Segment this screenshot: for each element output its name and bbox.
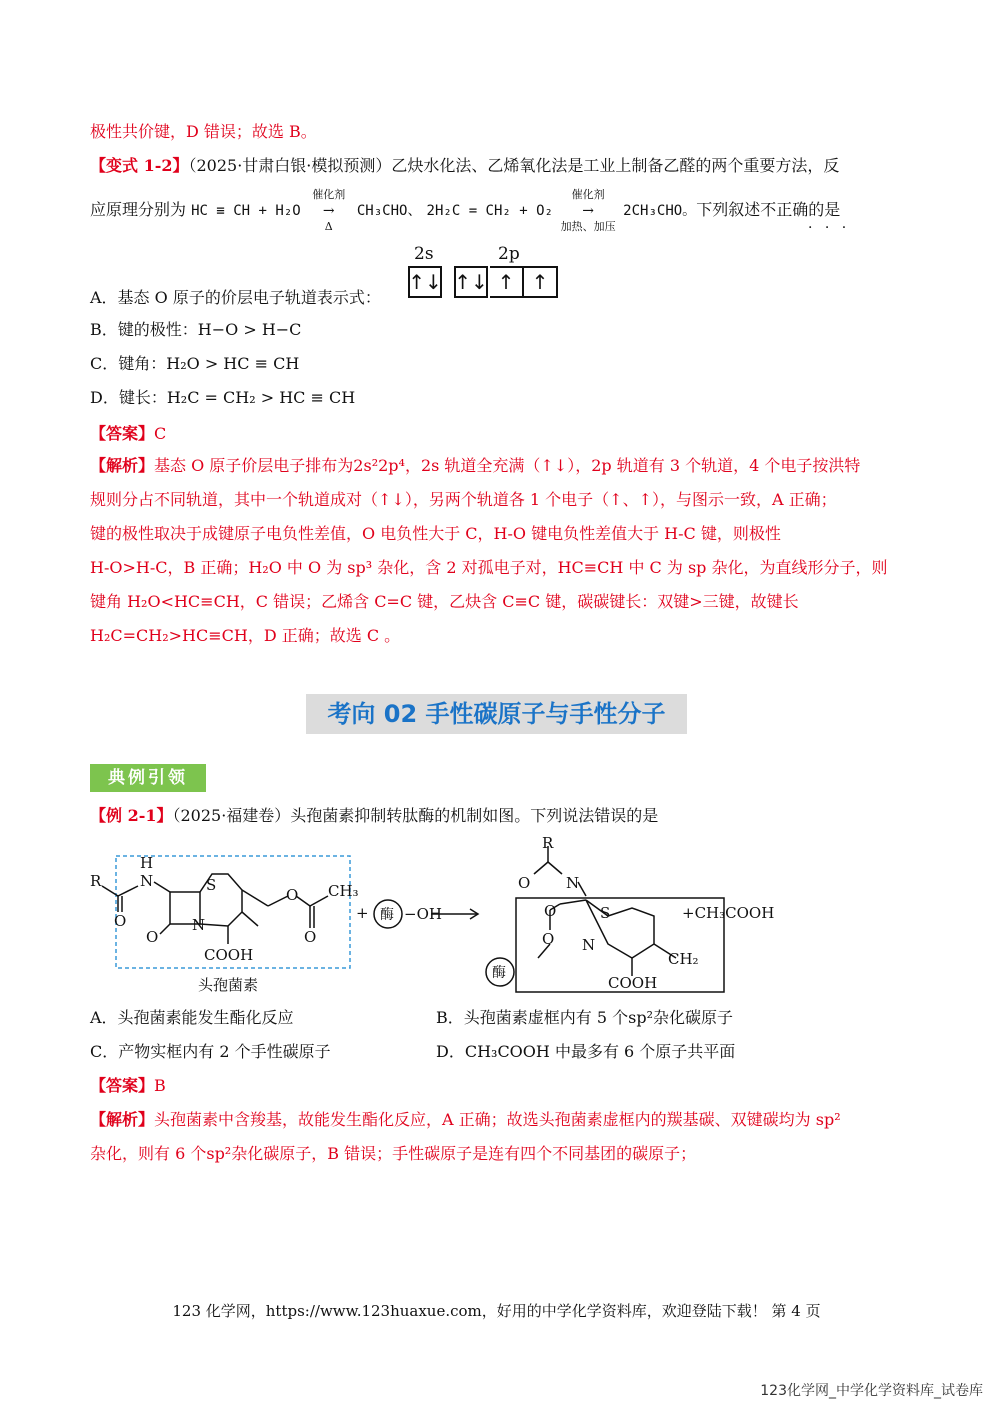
label-o-product: O xyxy=(518,874,531,892)
label-o-ester: O xyxy=(286,886,299,904)
label-n-product: N xyxy=(566,874,580,892)
emphasis-dots: · · · xyxy=(808,220,851,236)
label-r: R xyxy=(90,872,102,890)
label-n-ring-product: N xyxy=(582,936,596,954)
analysis-line-3: 键的极性取决于成键原子电负性差值，O 电负性大于 C，H-O 键电负性差值大于 H-C 键，则极性 xyxy=(90,524,781,543)
q2-option-c: C．产物实框内有 2 个手性碳原子 xyxy=(90,1042,331,1061)
label-s-product: S xyxy=(600,904,611,922)
watermark: 123化学网_中学化学资料库_试卷库 xyxy=(760,1383,983,1399)
label-ch2: CH₂ xyxy=(668,950,699,968)
option-a: A．基态 O 原子的价层电子轨道表示式： xyxy=(90,288,381,307)
label-ch3: CH₃ xyxy=(328,882,359,900)
question-1-2-stem-line2: 应原理分别为 HC ≡ CH + H₂O 催化剂 → Δ CH₃CHO、 2H₂C = CH₂ + O₂ 催化剂 → 加热、加压 2CH₃CHO。下列叙述不正确的是 xyxy=(90,187,841,233)
label-2s: 2s xyxy=(414,244,434,264)
label-2p: 2p xyxy=(498,244,520,264)
label-r-product: R xyxy=(542,834,554,852)
label-o-lactam: O xyxy=(146,928,159,946)
orbital-2p-1: ↑↓ xyxy=(454,266,488,298)
label-cooh-product: COOH xyxy=(608,974,658,992)
section-title: 考向 02 手性碳原子与手性分子 xyxy=(306,694,687,734)
question-2-1-stem: 【例 2-1】（2025·福建卷）头孢菌素抑制转肽酶的机制如图。下列说法错误的是 xyxy=(90,806,659,825)
orbital-2s: ↑↓ xyxy=(408,266,442,298)
q2-option-b: B．头孢菌素虚框内有 5 个sp²杂化碳原子 xyxy=(436,1008,733,1027)
figure-caption: 头孢菌素 xyxy=(198,976,259,994)
orbital-2p-3: ↑ xyxy=(524,266,558,298)
label-o: O xyxy=(114,912,127,930)
label-h: H xyxy=(140,854,154,872)
analysis-line-5: 键角 H₂O<HC≡CH，C 错误；乙烯含 C=C 键，乙炔含 C≡C 键，碳碳键长：双键>三键，故键长 xyxy=(90,592,799,611)
label-plus: + xyxy=(356,904,369,922)
example-badge: 典例引领 xyxy=(90,764,206,792)
question-1-2-stem-line1: 【变式 1-2】（2025·甘肃白银·模拟预测）乙炔水化法、乙烯氧化法是工业上制备乙醛的两个重要方法，反 xyxy=(90,156,840,175)
reaction-1-rhs: CH₃CHO、 xyxy=(356,203,422,219)
question-tag: 【变式 1-2】 xyxy=(90,156,189,175)
label-o-carbonyl: O xyxy=(304,928,317,946)
analysis-line-4: H-O>H-C，B 正确；H₂O 中 O 为 sp³ 杂化，含 2 对孤电子对，HC≡CH 中 C 为 sp 杂化，为直线形分子，则 xyxy=(90,558,888,577)
reaction-1-lhs: HC ≡ CH + H₂O xyxy=(191,203,301,219)
q2-analysis-line-2: 杂化，则有 6 个sp²杂化碳原子，B 错误；手性碳原子是连有四个不同基团的碳原子； xyxy=(90,1144,697,1163)
q2-option-d: D．CH₃COOH 中最多有 6 个原子共平面 xyxy=(436,1042,736,1061)
label-enzyme-product: 酶 xyxy=(492,965,506,981)
reaction-2-rhs: 2CH₃CHO。 xyxy=(623,203,697,219)
label-o-product-3: O xyxy=(542,930,555,948)
option-d: D．键长：H₂C = CH₂ > HC ≡ CH xyxy=(90,388,356,407)
q2-analysis-line-1: 【解析】头孢菌素中含羧基，故能发生酯化反应，A 正确；故选头孢菌素虚框内的羰基碳、双键碳均为 sp² xyxy=(90,1110,841,1129)
label-cooh: COOH xyxy=(204,946,254,964)
cephalosporin-mechanism-figure xyxy=(88,834,808,1002)
label-s: S xyxy=(206,876,217,894)
analysis-line-1: 【解析】基态 O 原子价层电子排布为2s²2p⁴，2s 轨道全充满（↑↓），2p 轨道有 3 个轨道，4 个电子按洪特 xyxy=(90,456,861,475)
prev-conclusion: 极性共价键，D 错误；故选 B。 xyxy=(90,122,317,141)
label-n-ring: N xyxy=(192,916,206,934)
reaction-2-arrow: 催化剂 → 加热、加压 xyxy=(560,187,616,233)
label-n: N xyxy=(140,872,154,890)
analysis-line-6: H₂C=CH₂>HC≡CH，D 正确；故选 C 。 xyxy=(90,626,401,645)
analysis-line-2: 规则分占不同轨道，其中一个轨道成对（↑↓），另两个轨道各 1 个电子（↑、↑），与图示一致，A 正确； xyxy=(90,490,837,509)
label-oh: −OH xyxy=(404,905,442,923)
answer-2-1: 【答案】B xyxy=(90,1076,166,1095)
reaction-2-lhs: 2H₂C = CH₂ + O₂ xyxy=(426,203,553,219)
label-byproduct: +CH₃COOH xyxy=(682,904,775,922)
label-enzyme: 酶 xyxy=(380,907,394,923)
page-footer: 123 化学网，https://www.123huaxue.com，好用的中学化学资料库，欢迎登陆下载！ 第 4 页 xyxy=(172,1302,821,1320)
orbital-2p-2: ↑ xyxy=(490,266,524,298)
reaction-1-arrow: 催化剂 → Δ xyxy=(312,187,346,233)
label-o-product-2: O xyxy=(544,902,557,920)
option-b: B．键的极性：H−O > H−C xyxy=(90,320,302,339)
option-c: C．键角：H₂O > HC ≡ CH xyxy=(90,354,300,373)
q2-option-a: A．头孢菌素能发生酯化反应 xyxy=(90,1008,294,1027)
answer-1-2: 【答案】C xyxy=(90,424,167,443)
